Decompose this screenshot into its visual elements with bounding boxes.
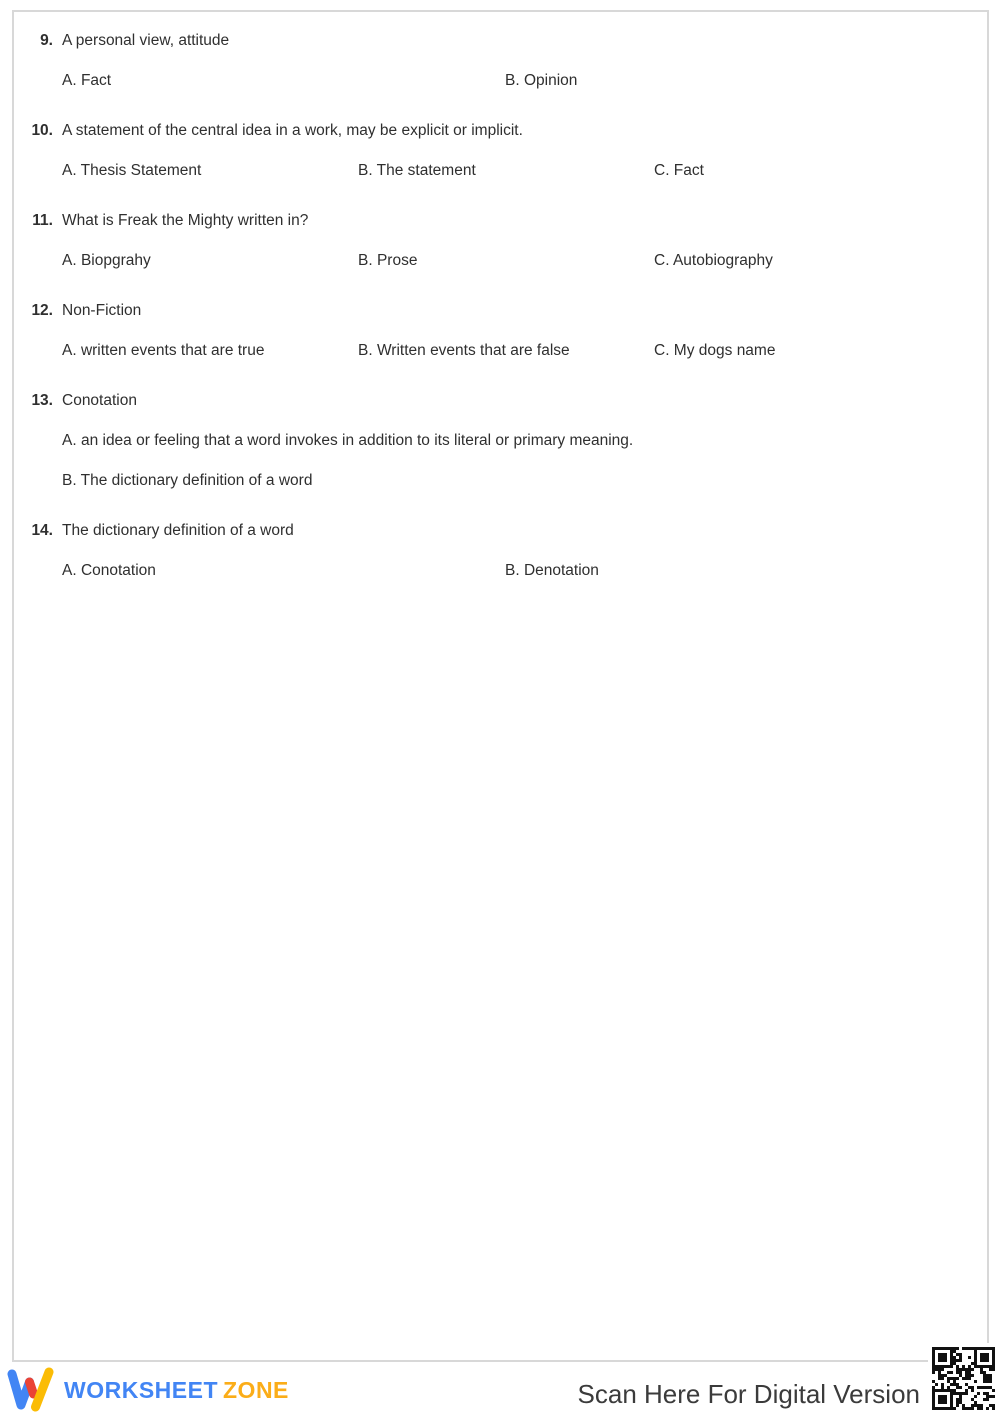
question-text: A statement of the central idea in a work, may be explicit or implicit. — [62, 122, 523, 139]
answer-option-row — [62, 253, 982, 273]
brand-text — [64, 1376, 289, 1403]
question-text: The dictionary definition of a word — [62, 522, 294, 539]
answer-option: A. Fact — [62, 72, 112, 89]
question-text: Conotation — [62, 392, 137, 409]
answer-option: A. Thesis Statement — [62, 162, 202, 179]
answer-option: B. Written events that are false — [358, 342, 570, 359]
question-text: A personal view, attitude — [62, 32, 230, 49]
question-item — [0, 213, 1000, 233]
answer-option-row — [62, 343, 982, 363]
question-number: 9. — [40, 32, 53, 49]
answer-option-row — [62, 433, 982, 453]
question-number: 13. — [31, 392, 53, 409]
answer-option-row — [62, 163, 982, 183]
question-text: Non-Fiction — [62, 302, 142, 319]
question-number: 10. — [31, 122, 53, 139]
answer-option: A. written events that are true — [62, 342, 265, 359]
answer-option: B. Prose — [358, 252, 418, 269]
answer-option: B. The statement — [358, 162, 476, 179]
answer-option: A. Conotation — [62, 562, 156, 579]
question-item — [0, 123, 1000, 143]
answer-option-row — [62, 563, 982, 583]
question-item — [0, 523, 1000, 543]
answer-option: C. Autobiography — [654, 252, 773, 269]
answer-option: B. Opinion — [505, 72, 578, 89]
answer-option: B. Denotation — [505, 562, 599, 579]
question-item — [0, 393, 1000, 413]
answer-option: B. The dictionary definition of a word — [62, 472, 313, 489]
question-item — [0, 303, 1000, 323]
question-item — [0, 33, 1000, 53]
answer-option-row — [62, 73, 982, 93]
worksheetzone-logo-icon — [6, 1367, 56, 1413]
question-number: 11. — [32, 212, 53, 229]
answer-option: A. Biopgrahy — [62, 252, 151, 269]
question-number: 14. — [31, 522, 53, 539]
answer-option: C. Fact — [654, 162, 704, 179]
answer-option: C. My dogs name — [654, 342, 776, 359]
answer-option: A. an idea or feeling that a word invokes in addition to its literal or primary meaning. — [62, 432, 634, 449]
question-text: What is Freak the Mighty written in? — [62, 212, 309, 229]
brand-word-zone: ZONE — [223, 1376, 289, 1403]
scan-here-label: Scan Here For Digital Version — [577, 1379, 920, 1409]
brand-word-worksheet: WORKSHEET — [64, 1376, 218, 1403]
question-number: 12. — [31, 302, 53, 319]
answer-option-row — [62, 473, 982, 493]
worksheetzone-logo[interactable] — [6, 1366, 289, 1414]
qr-code — [928, 1343, 998, 1413]
footer — [0, 1340, 1000, 1414]
